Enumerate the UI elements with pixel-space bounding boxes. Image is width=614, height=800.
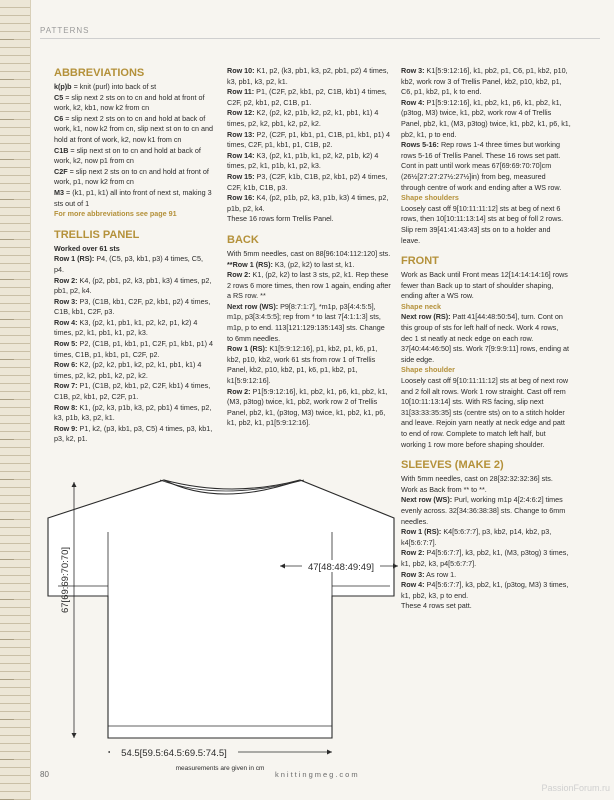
width-arrow-head-right (393, 564, 398, 569)
pattern-row-text: P1, k2, (p3, kb1, p3, C5) 4 times, p3, kb1, p3, k2, p1. (54, 423, 213, 444)
pattern-row-label: Row 1 (RS): (227, 344, 268, 354)
pattern-row-label: Next row (RS): (401, 312, 451, 322)
pattern-row-label: Row 3: (54, 296, 78, 306)
trellis-form-note: These 16 rows form Trellis Panel. (227, 214, 334, 224)
width-label: 47[48:48:49:49] (307, 562, 375, 573)
pattern-row-label: Row 2: (54, 275, 78, 285)
pattern-row (227, 108, 392, 129)
measuring-ruler (0, 0, 31, 800)
column-1 (54, 66, 214, 445)
pattern-row-text: P1[5:9:12:16], k1, pb2, k1, p6, k1, pb2, k1, (M3, p3tog) twice, k1, pb2, work row 2 of Trellis Panel, pb2, k1, (p3tog, M3) twice, k1, pb2, k1, p6, k1, pb2, k1, p1[5:9:12:16]. (227, 386, 388, 428)
sleeve-instructions (401, 474, 571, 601)
shape-neck-subheading: Shape neck (401, 301, 441, 311)
back-instructions-continued (401, 66, 571, 193)
pattern-row-text: P4[5:6:7:7], k3, pb2, k1, (p3tog, M3) 3 times, k1, pb2, k3, p to end. (401, 580, 569, 600)
measurements-caption: measurements are given in cm (175, 765, 265, 772)
abbreviation-item-text: = knit (purl) into back of st (71, 82, 157, 91)
abbreviation-item-text: = slip next st on to cn and hold at back of work, k2, now p1 from cn (54, 145, 201, 166)
pattern-row-text: Rep rows 1-4 three times but working rows 5-16 of Trellis Panel. These 16 rows set patt. Cont in patt until work meas 67[69:69:70:70]cm (26½[27:27:27½:27½]in) from beg, measured through centre of work and ending after a WS row. (401, 140, 562, 192)
pattern-row-label: Row 2: (227, 270, 251, 280)
more-abbreviations-link[interactable]: For more abbreviations see page 91 (54, 209, 177, 219)
pattern-row (227, 87, 392, 108)
pattern-row-text: K4, (p2, p1b, p2, k3, p1b, k3) 4 times, p2, p1b, p2, k4. (227, 193, 389, 213)
pattern-row (401, 548, 571, 569)
pattern-row-text: Purl, working m1p 4[2:4:6:2] times evenly across. 32[34:36:38:38] sts. Change to 6mm needles. (401, 495, 566, 526)
pattern-row-text: K4, (p2, pb1, p2, k3, pb1, k3) 4 times, p2, pb1, p2, k4. (54, 275, 212, 296)
abbreviation-item-label: M3 (54, 187, 64, 197)
bottom-arrow-head-right (327, 750, 332, 755)
pattern-row (227, 130, 392, 151)
abbreviation-item (54, 146, 214, 167)
length-arrow-head-bottom (72, 733, 77, 738)
abbreviation-item (54, 93, 214, 114)
neck-instructions (401, 312, 571, 365)
pattern-row-label: Row 9: (54, 423, 78, 433)
pattern-row-text: Patt 41[44:48:50:54], turn. Cont on this group of sts for left half of neck. Work 4 rows, dec 1 st neatly at neck edge on each row. 37[40:44:46:50] sts. Work 7[9:9:9:11] rows, ending at side edge. (401, 312, 569, 364)
abbreviation-item-text: = slip next 2 sts on to cn and hold at back of work, k1, now k2 from cn, slip next st on to cn and hold at front of work, k2, now k1 from cn (54, 113, 213, 144)
pattern-row (54, 276, 214, 297)
pattern-row-text: P1, (C2F, p2, kb1, p2, C1B, kb1) 4 times, C2F, p2, kb1, p2, C1B, p1. (227, 87, 387, 107)
pattern-row (54, 424, 214, 445)
abbreviations-list (54, 82, 214, 209)
pattern-row (54, 381, 214, 402)
pattern-row-label: Row 15: (227, 171, 255, 181)
shoulder-text: Loosely cast off 9[10:11:11:12] sts at beg of next row and 2 foll alt rows. Work 1 row straight. Cast off rem 10[10:11:13:14] sts. With RS facing, slip next 31[33:33:35:35] sts (centre sts) on to a stitch holder and leave. Rejoin yarn neatly at neck edge and patt to end of row. Complete to match left half, but working 1 row more before shaping shoulder. (401, 376, 569, 449)
pattern-row-label: Row 10: (227, 66, 255, 75)
pattern-row (54, 318, 214, 339)
trellis-worked-over: Worked over 61 sts (54, 243, 120, 253)
pattern-row-text: K3, (p2, k1, pb1, k1, p2, k2, p1, k2) 4 times, p2, k1, pb1, k1, p2, k3. (54, 317, 198, 338)
shape-shoulders-subheading: Shape shoulders (401, 193, 459, 203)
pattern-row (401, 580, 571, 601)
pattern-row (54, 339, 214, 360)
column-3 (401, 66, 571, 612)
pattern-row-label: Row 4: (401, 580, 425, 590)
pattern-row-text: K1[5:9:12:16], k1, pb2, p1, C6, p1, kb2, p10, kb2, work row 3 of Trellis Panel, kb2, p10, kb2, p1, C6, p1, kb2, p1, k to end. (401, 66, 568, 97)
pattern-row-label: Row 12: (227, 108, 255, 118)
pattern-row-text: With 5mm needles, cast on 28[32:32:32:36] sts. Work as Back from ** to **. (401, 474, 553, 494)
front-heading: FRONT (401, 255, 439, 268)
abbreviation-item-label: C5 (54, 92, 64, 102)
pattern-row-text: K1, (p2, k3, p1b, k3, p2, pb1) 4 times, p2, k3, p1b, k3, p2, k1. (54, 402, 212, 423)
pattern-row-label: Rows 5-16: (401, 140, 439, 150)
pattern-row (401, 570, 571, 581)
pattern-row-text: K2, (p2, k2, p1b, k2, p2, k1, pb1, k1) 4 times, p2, k2, pb1, k2, p2, k2. (227, 108, 379, 128)
pattern-row-label: Row 11: (227, 87, 255, 97)
pattern-row (227, 302, 392, 344)
watermark: PassionForum.ru (541, 783, 610, 793)
length-label: 67[69:69:70:70] (60, 546, 71, 614)
pattern-row (54, 360, 214, 381)
abbreviation-item (54, 114, 214, 146)
abbreviation-item-label: C1B (54, 145, 69, 155)
ruler-major-ticks (0, 0, 14, 800)
pattern-row-label: Row 1 (RS): (54, 254, 95, 264)
pattern-row (401, 312, 571, 365)
pattern-row-text: K3, (p2, k2) to last st, k1. (272, 259, 355, 269)
pattern-row-label: Row 3: (401, 569, 425, 579)
page-number: 80 (40, 770, 49, 779)
pattern-row (227, 66, 392, 87)
abbreviation-item (54, 82, 214, 93)
pattern-row-label: Row 4: (54, 317, 78, 327)
pattern-row (401, 474, 571, 495)
pattern-row (401, 495, 571, 527)
abbreviation-item (54, 167, 214, 188)
pattern-row-label: Row 13: (227, 129, 255, 139)
pattern-row (401, 98, 571, 140)
sleeves-heading: SLEEVES (MAKE 2) (401, 459, 504, 472)
pattern-row (227, 193, 392, 214)
pattern-row-label: Row 4: (401, 97, 425, 107)
pattern-row (227, 260, 392, 271)
pattern-row (401, 527, 571, 548)
pattern-row-text: K2, (p2, k2, pb1, k2, p2, k1, pb1, k1) 4 times, p2, k2, pb1, k2, p2, k2. (54, 360, 202, 380)
trellis-rows (54, 254, 214, 445)
pattern-row (227, 270, 392, 302)
abbreviation-item-label: C2F (54, 166, 68, 176)
pattern-row-label: Row 3: (401, 66, 425, 75)
pattern-row-text: As row 1. (424, 569, 457, 579)
pattern-row-text: P1[5:9:12:16], k1, pb2, k1, p6, k1, pb2, k1, (p3tog, M3) twice, k1, pb2, work row 4 of Trellis Panel, pb2, k1, (M3, p3tog) twice, k1, pb2, k1, p6, k1, pb2, k1, p to end. (401, 97, 571, 139)
shoulders-text: Loosely cast off 9[10:11:11:12] sts at beg of next 6 rows, then 10[10:11:13:14] sts at beg of foll 2 rows. Slip rem 39[41:41:43:43] sts on to a holder and leave. (401, 203, 564, 245)
pattern-row-label: Next row (WS): (401, 495, 453, 505)
abbreviation-item-text: = slip next 2 sts on to cn and hold at front of work, k2, kb1, now k2 from cn (54, 92, 205, 113)
pattern-row (401, 66, 571, 98)
pattern-row-text: K3, (p2, k1, p1b, k1, p2, k2, p1b, k2) 4 times, p2, k1, p1b, k1, p2, k3. (227, 150, 379, 171)
pattern-row (227, 387, 392, 429)
front-text: Work as Back until Front meas 12[14:14:14:16] rows fewer than Back up to start of shoulder shaping, ending after a WS row. (401, 270, 568, 301)
sweater-schematic (40, 468, 402, 788)
bottom-label: 54.5[59.5:64.5:69.5:74.5] (121, 748, 227, 759)
header-divider (40, 38, 600, 39)
pattern-row (227, 172, 392, 193)
pattern-row-text: P4, (C5, p3, kb1, p3) 4 times, C5, p4. (54, 254, 203, 274)
website-url[interactable]: knittingmeg.com (275, 770, 360, 779)
sweater-body-outline (48, 480, 394, 738)
pattern-row-text: K1[5:9:12:16], p1, kb2, p1, k6, p1, kb2, p10, kb2, work 61 sts from row 1 of Trellis Panel, kb2, p10, kb2, p1, k6, p1, kb2, p1, k1[5:9:12:16]. (227, 344, 378, 386)
abbreviation-item-text: = (k1, p1, k1) all into front of next st, making 3 sts out of 1 (54, 187, 212, 208)
pattern-row-label: Row 1 (RS): (401, 527, 442, 537)
pattern-row-text: K4[5:6:7:7], p3, kb2, p14, kb2, p3, k4[5:6:7:7]. (401, 527, 552, 547)
pattern-row-text: P3, (C2F, k1b, C1B, p2, kb1, p2) 4 times, C2F, k1b, C1B, p3. (227, 171, 388, 192)
pattern-row-text: With 5mm needles, cast on 88[96:104:112:120] sts. (227, 248, 391, 258)
pattern-row-text: P4[5:6:7:7], k3, pb2, k1, (M3, p3tog) 3 times, k1, pb2, k3, p4[5:6:7:7]. (401, 548, 569, 568)
pattern-row (227, 344, 392, 386)
pattern-row-label: Next row (WS): (227, 301, 279, 311)
pattern-row-text: P3, (C1B, kb1, C2F, p2, kb1, p2) 4 times, C1B, kb1, C2F, p3. (54, 296, 211, 317)
pattern-row (401, 140, 571, 193)
section-label: PATTERNS (40, 26, 90, 35)
pattern-row-label: Row 16: (227, 193, 255, 203)
abbreviation-item-label: C6 (54, 113, 64, 123)
column-2 (227, 66, 392, 429)
sleeves-end-note: These 4 rows set patt. (401, 601, 472, 611)
pattern-row-label: Row 5: (54, 339, 78, 349)
trellis-rows-continued (227, 66, 392, 214)
length-arrow-head-top (72, 482, 77, 487)
pattern-row-label: Row 14: (227, 150, 255, 160)
shape-shoulder-subheading: Shape shoulder (401, 365, 455, 375)
abbreviation-item-label: k(p)b (54, 82, 72, 91)
pattern-row-label: **Row 1 (RS): (227, 259, 273, 269)
trellis-panel-heading: TRELLIS PANEL (54, 228, 140, 241)
pattern-row-label: Row 8: (54, 402, 78, 412)
abbreviation-item-text: = slip next 2 sts on to cn and hold at front of work, p1, now k2 from cn (54, 166, 209, 187)
pattern-row-text: K1, p2, (k3, pb1, k3, p2, pb1, p2) 4 times, k3, pb1, k3, p2, k1. (227, 66, 389, 86)
abbreviation-item (54, 188, 214, 209)
abbreviations-heading: ABBREVIATIONS (54, 67, 145, 79)
pattern-row-label: Row 7: (54, 381, 78, 391)
pattern-row (54, 254, 214, 275)
pattern-row-text: K1, (p2, k2) to last 3 sts, p2, k1. Rep these 2 rows 6 more times, then row 1 again, ending after a RS row. ** (227, 270, 391, 301)
pattern-row (54, 297, 214, 318)
pattern-row-text: P9[8:7:1:7], *m1p, p3[4:4:5:5], m1p, p3[3:4:5:5]; rep from * to last 7[4:1:1:3] sts, m1p, p to end. 113[121:129:135:143] sts. Change to 6mm needles. (227, 301, 385, 343)
pattern-row-text: P2, (C2F, p1, kb1, p1, C1B, p1, kb1, p1) 4 times, C2F, p1, kb1, p1, C1B, p2. (227, 129, 391, 150)
pattern-row (227, 249, 392, 260)
pattern-row-text: P2, (C1B, p1, kb1, p1, C2F, p1, kb1, p1) 4 times, C1B, p1, kb1, p1, C2F, p2. (54, 339, 214, 359)
back-heading: BACK (227, 233, 259, 246)
pattern-row (54, 403, 214, 424)
pattern-row-label: Row 2: (227, 386, 251, 396)
back-instructions (227, 249, 392, 429)
pattern-row-text: P1, (C1B, p2, kb1, p2, C2F, kb1) 4 times, C1B, p2, kb1, p2, C2F, p1. (54, 381, 211, 402)
pattern-row-label: Row 2: (401, 548, 425, 558)
pattern-row (227, 151, 392, 172)
pattern-row-label: Row 6: (54, 360, 78, 370)
